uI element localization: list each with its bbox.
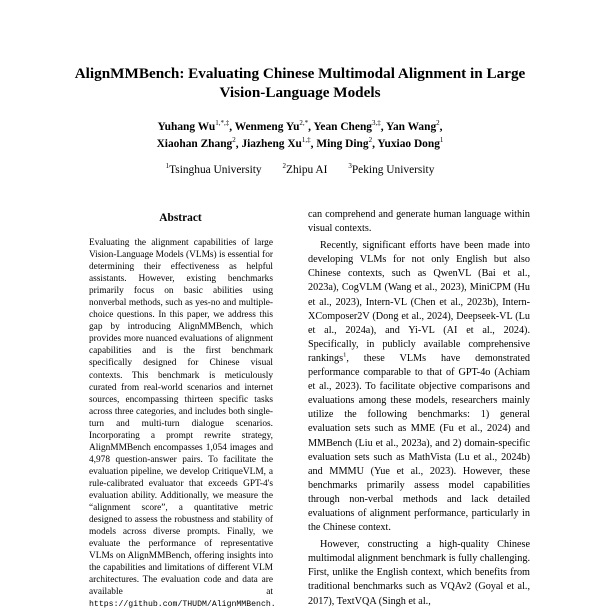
author: Yean Cheng$^{3,\ddagger}$ bbox=[313, 119, 381, 133]
code-link[interactable]: https://github.com/THUDM/AlignMMBench. bbox=[89, 600, 276, 610]
affiliation: $^1$Tsinghua University bbox=[165, 162, 262, 176]
footnote-marker[interactable]: 1 bbox=[343, 351, 347, 359]
affiliation: $^2$Zhipu AI bbox=[282, 162, 328, 176]
body-paragraph: Recently, significant efforts have been made into developing VLMs for not only English but also Chinese contexts, such as QwenVL (Bai et al., 2023a), CogVLM (Wang et al., 2023), MiniCPM (Hu et al., 2023), Intern-VL (Chen et al., 2023b), Intern-XComposer2V (Dong et al., 2024), Deepseek-VL (Lu et al., 2024a), and Yi-VL (AI et al., 2024). Specifically, in publicly available comprehensive rankings$^1$, these VLMs have demonstrated performance comparable to that of GPT-4o (Achiam et al., 2023). To facilitate objective comparisons and evaluations among these models, researchers mainly utilize the following benchmarks: 1) general evaluation sets such as MME (Fu et al., 2024) and MMBench (Liu et al., 2023a), and 2) domain-specific evaluation sets such as MathVista (Lu et al., 2024b) and MMMU (Yue et al., 2023). However, these benchmarks primarily assess model capabilities through non-verbal methods and lack detailed evaluations of alignment performance, particularly in the Chinese context. bbox=[308, 240, 530, 534]
affiliation: $^3$Peking University bbox=[348, 162, 435, 176]
body-paragraph: can comprehend and generate human language within visual contexts. bbox=[308, 209, 530, 235]
author: Xiaohan Zhang$^2$ bbox=[156, 136, 236, 150]
paper-title: AlignMMBench: Evaluating Chinese Multimodal Alignment in Large Vision-Language Models bbox=[74, 65, 526, 101]
abstract-body bbox=[89, 237, 276, 611]
author: Wenmeng $Yu^{2,*}$ bbox=[234, 119, 309, 133]
affiliation-list bbox=[60, 163, 540, 177]
author: Yan Wang$^2$ bbox=[386, 119, 440, 133]
author-list: Yuhang $Wu^{1,*,\ddagger}$, Wenmeng $Yu^{2,*}$, Yean Cheng$^{3,\ddagger}$, Yan Wang$^2$, Xiaohan Zhang$^2$, Jiazheng $Xu^{1,\ddagger}$, Ming Ding$^2$, Yuxiao Dong$^1$ bbox=[156, 119, 444, 150]
abstract-text: Evaluating the alignment capabilities of large Vision-Language Models (VLMs) is essential for determining their effectiveness as helpful assistants. However, existing benchmarks primarily focus on basic abilities using nonverbal methods, such as yes-no and multiple-choice questions. In this paper, we address this gap by introducing AlignMMBench, which provides more nuanced evaluations of alignment capabilities and is the first benchmark specifically designed for Chinese visual contexts. This benchmark is meticulously curated from real-world scenarios and internet sources, encompassing thirteen specific tasks across three categories, and includes both single-turn and multi-turn dialogue scenarios. Incorporating a prompt rewrite strategy, AlignMMBench encompasses 1,054 images and 4,978 question-answer pairs. To facilitate the evaluation pipeline, we develop CritiqueVLM, a rule-calibrated evaluator that exceeds GPT-4's evaluation ability. Additionally, we measure the “alignment score”, a quantitative metric designed to assess the robustness and stability of models across diverse prompts. Finally, we evaluate the performance of representative VLMs on AlignMMBench, offering insights into the capabilities and limitations of different VLM architectures. The evaluation code and data are available at bbox=[89, 238, 273, 598]
abstract-heading: Abstract bbox=[159, 212, 202, 224]
author: Yuxiao Dong$^1$ bbox=[377, 136, 444, 150]
body-column bbox=[308, 208, 530, 609]
author: Jiazheng $Xu^{1,\ddagger}$ bbox=[241, 136, 311, 150]
author: Yuhang $Wu^{1,*,\ddagger}$ bbox=[157, 119, 230, 133]
body-paragraph: However, constructing a high-quality Chinese multimodal alignment benchmark is fully challenging. First, unlike the English context, which benefits from traditional benchmarks such as VQAv2 (Goyal et al., 2017), TextVQA (Singh et al., bbox=[308, 539, 530, 607]
author: Ming Ding$^2$ bbox=[316, 136, 373, 150]
